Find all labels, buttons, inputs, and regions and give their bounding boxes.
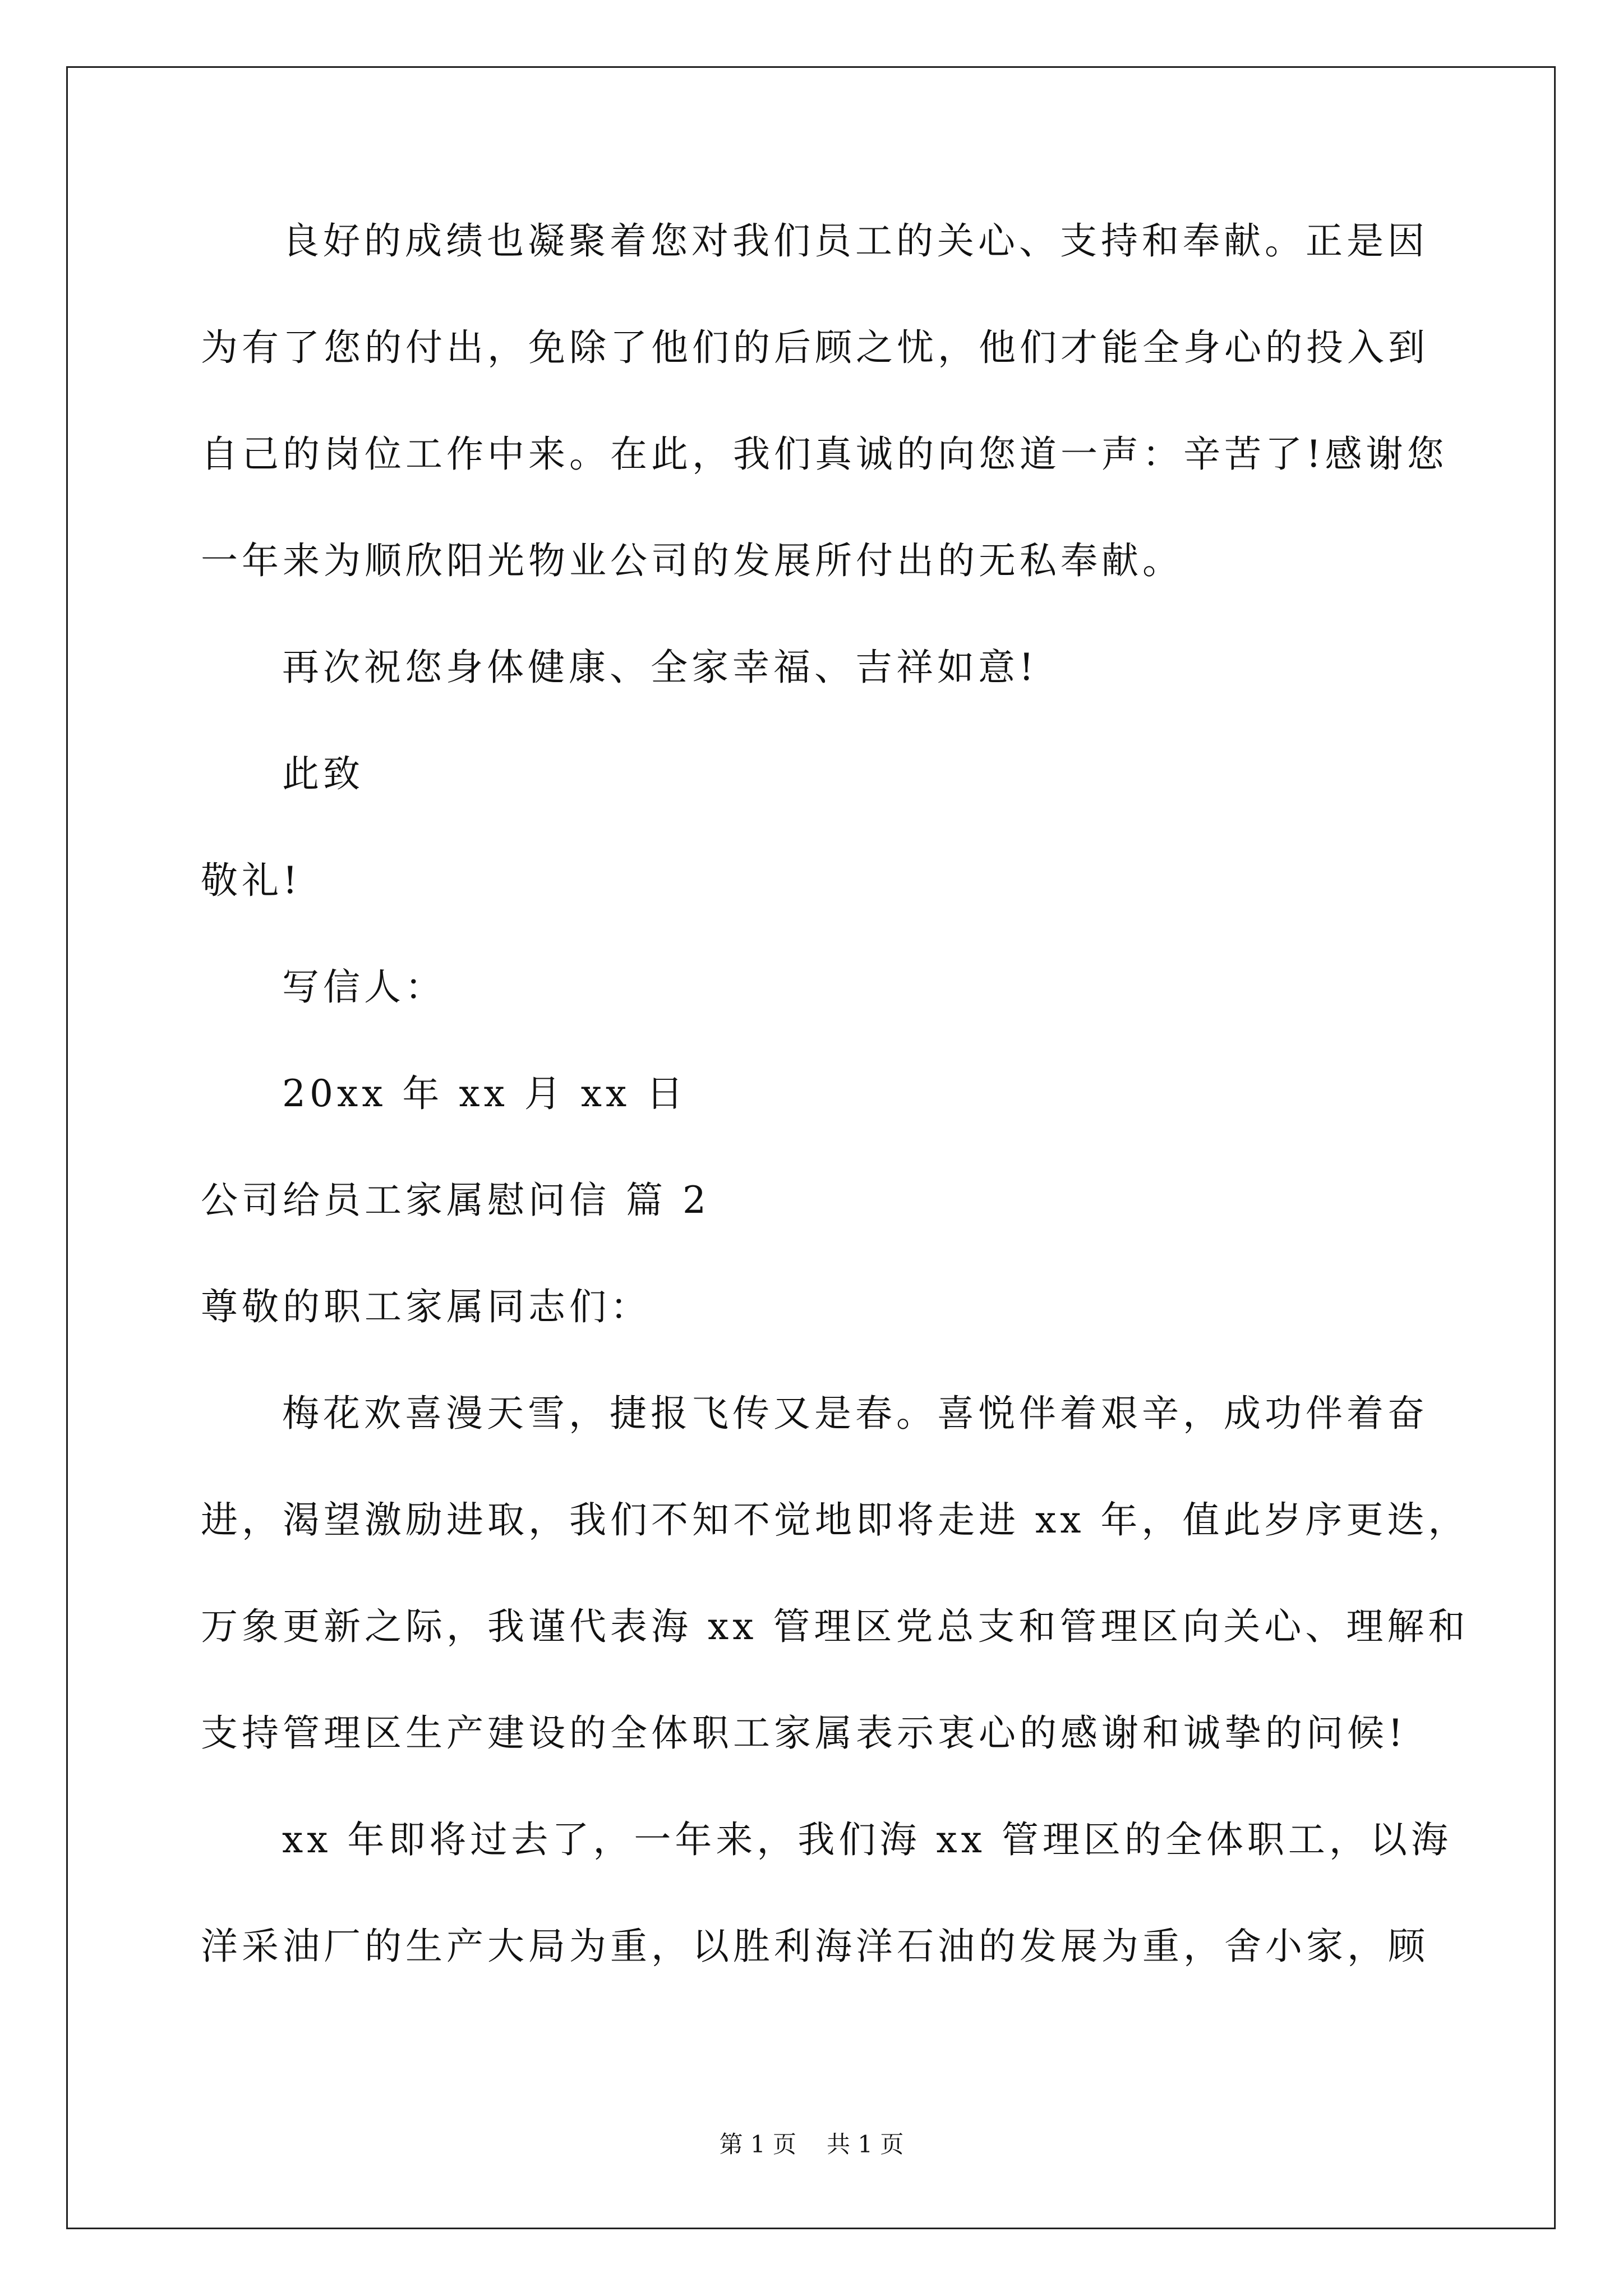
paragraph-line: 梅花欢喜漫天雪，捷报飞传又是春。喜悦伴着艰辛，成功伴着奋 <box>282 1392 1428 1435</box>
salutation-cizhi: 此致 <box>282 752 364 795</box>
paragraph-line: 万象更新之际，我谨代表海 xx 管理区党总支和管理区向关心、理解和 <box>201 1605 1469 1648</box>
section-heading: 公司给员工家属慰问信 篇 2 <box>201 1179 710 1222</box>
page-number-total: 共 1 页 <box>827 2131 904 2158</box>
page-footer <box>0 2131 1623 2159</box>
paragraph-line: 为有了您的付出，免除了他们的后顾之忧，他们才能全身心的投入到 <box>201 326 1429 369</box>
paragraph-line: 一年来为顺欣阳光物业公司的发展所付出的无私奉献。 <box>201 539 1183 582</box>
page-frame <box>66 66 1556 2229</box>
paragraph-line: 良好的成绩也凝聚着您对我们员工的关心、支持和奉献。正是因 <box>282 219 1428 263</box>
signature-label: 写信人： <box>282 965 446 1009</box>
salutation-jingli: 敬礼! <box>201 859 302 902</box>
paragraph-line: 洋采油厂的生产大局为重，以胜利海洋石油的发展为重，舍小家，顾 <box>201 1925 1429 1968</box>
paragraph-line: 支持管理区生产建设的全体职工家属表示衷心的感谢和诚挚的问候! <box>201 1711 1407 1755</box>
paragraph-line: 进，渴望激励进取，我们不知不觉地即将走进 xx 年，值此岁序更迭， <box>201 1498 1469 1542</box>
letter-greeting: 尊敬的职工家属同志们： <box>201 1285 651 1328</box>
paragraph-line: 自己的岗位工作中来。在此，我们真诚的向您道一声：辛苦了!感谢您 <box>201 432 1448 476</box>
page-number-current: 第 1 页 <box>719 2131 796 2158</box>
closing-wish: 再次祝您身体健康、全家幸福、吉祥如意! <box>282 646 1038 689</box>
date-line: 20xx 年 xx 月 xx 日 <box>282 1072 688 1115</box>
paragraph-line: xx 年即将过去了，一年来，我们海 xx 管理区的全体职工，以海 <box>282 1818 1452 1861</box>
